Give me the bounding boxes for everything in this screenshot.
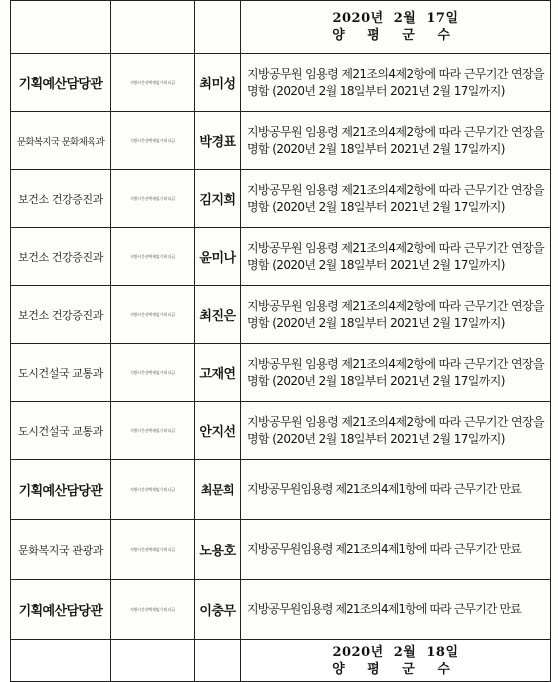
name-cell: 박경표: [195, 112, 241, 170]
dept-cell: 문화복지국 문화체육과: [11, 112, 111, 170]
dept-cell: 보건소 건강증진과: [11, 286, 111, 344]
name-cell: 김지희: [195, 170, 241, 228]
dept-cell: 보건소 건강증진과: [11, 228, 111, 286]
reason-cell: 지방공무원 임용령 제21조의4제2항에 따라 근무기간 연장을 명함 (2020년 2월 18일부터 2021년 2월 17일까지): [241, 170, 551, 228]
grade-cell: 지방시간선택제임기제 다급: [111, 54, 195, 112]
reason-cell: 지방공무원 임용령 제21조의4제2항에 따라 근무기간 연장을 명함 (2020년 2월 18일부터 2021년 2월 17일까지): [241, 402, 551, 460]
footer-date-cell: [241, 640, 551, 682]
grade-cell: 지방시간선택제임기제 나급: [111, 460, 195, 520]
table-row: [11, 170, 551, 228]
table-row: [11, 402, 551, 460]
grade-cell: 지방시간선택제임기제 다급: [111, 520, 195, 580]
table-row: [11, 228, 551, 286]
dept-cell: 도시건설국 교통과: [11, 402, 111, 460]
table-row: [11, 112, 551, 170]
dept-cell: 문화복지국 관광과: [11, 520, 111, 580]
dept-cell: 기획예산담당관: [11, 580, 111, 640]
grade-cell: 지방시간선택제임기제 다급: [111, 228, 195, 286]
grade-cell: 지방시간선택제임기제 다급: [111, 580, 195, 640]
header-row: [11, 1, 551, 54]
reason-cell: 지방공무원 임용령 제21조의4제2항에 따라 근무기간 연장을 명함 (2020년 2월 18일부터 2021년 2월 17일까지): [241, 112, 551, 170]
name-cell: 최진은: [195, 286, 241, 344]
dept-cell: 도시건설국 교통과: [11, 344, 111, 402]
grade-cell: 지방시간선택제임기제 다급: [111, 344, 195, 402]
header-signer: 양 평 군 수: [332, 28, 459, 43]
dept-cell: 기획예산담당관: [11, 460, 111, 520]
table-row: [11, 460, 551, 520]
header-blank-dept: [11, 1, 111, 54]
header-date-cell: [241, 1, 551, 54]
header-blank-stamp: [111, 1, 195, 54]
grade-cell: 지방시간선택제임기제 다급: [111, 170, 195, 228]
name-cell: 최문희: [195, 460, 241, 520]
footer-blank-stamp: [111, 640, 195, 682]
reason-cell: 지방공무원 임용령 제21조의4제2항에 따라 근무기간 연장을 명함 (2020년 2월 18일부터 2021년 2월 17일까지): [241, 286, 551, 344]
dept-cell: 기획예산담당관: [11, 54, 111, 112]
name-cell: 안지선: [195, 402, 241, 460]
appointment-table: [10, 0, 551, 682]
name-cell: 윤미나: [195, 228, 241, 286]
footer-row: [11, 640, 551, 682]
table-row: [11, 520, 551, 580]
reason-cell: 지방공무원 임용령 제21조의4제2항에 따라 근무기간 연장을 명함 (2020년 2월 18일부터 2021년 2월 17일까지): [241, 54, 551, 112]
name-cell: 이충무: [195, 580, 241, 640]
reason-cell: 지방공무원임용령 제21조의4제1항에 따라 근무기간 만료: [241, 460, 551, 520]
footer-date: 2020년 2월 18일: [332, 644, 459, 660]
reason-cell: 지방공무원임용령 제21조의4제1항에 따라 근무기간 만료: [241, 580, 551, 640]
reason-cell: 지방공무원임용령 제21조의4제1항에 따라 근무기간 만료: [241, 520, 551, 580]
table-row: [11, 344, 551, 402]
header-blank-name: [195, 1, 241, 54]
name-cell: 노용호: [195, 520, 241, 580]
reason-cell: 지방공무원 임용령 제21조의4제2항에 따라 근무기간 연장을 명함 (2020년 2월 18일부터 2021년 2월 17일까지): [241, 344, 551, 402]
name-cell: 최미성: [195, 54, 241, 112]
table-row: [11, 580, 551, 640]
table-row: [11, 54, 551, 112]
grade-cell: 지방시간선택제임기제 다급: [111, 286, 195, 344]
footer-blank-name: [195, 640, 241, 682]
dept-cell: 보건소 건강증진과: [11, 170, 111, 228]
table-row: [11, 286, 551, 344]
name-cell: 고재연: [195, 344, 241, 402]
footer-blank-dept: [11, 640, 111, 682]
grade-cell: 지방시간선택제임기제 다급: [111, 112, 195, 170]
grade-cell: 지방시간선택제임기제 다급: [111, 402, 195, 460]
footer-signer: 양 평 군 수: [332, 661, 459, 677]
header-date: 2020년 2월 17일: [332, 11, 459, 26]
reason-cell: 지방공무원 임용령 제21조의4제2항에 따라 근무기간 연장을 명함 (2020년 2월 18일부터 2021년 2월 17일까지): [241, 228, 551, 286]
